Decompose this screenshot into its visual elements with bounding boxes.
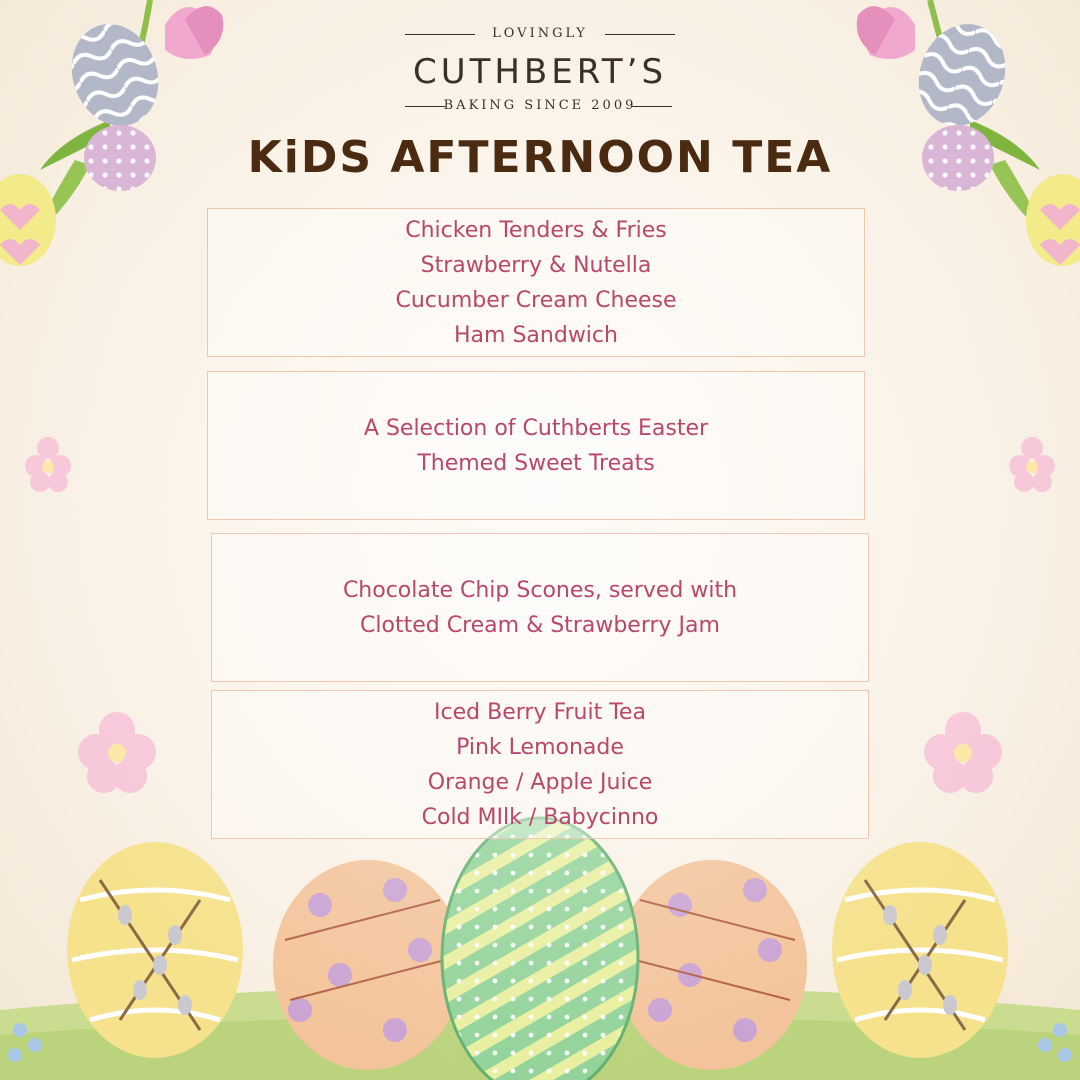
menu-item: Orange / Apple Juice — [427, 769, 653, 795]
brand-since: BAKING SINCE 2009 — [443, 98, 637, 113]
menu-item: Strawberry & Nutella — [420, 252, 652, 278]
menu-item: Chocolate Chip Scones, served with — [342, 577, 738, 603]
menu-item: Cucumber Cream Cheese — [395, 287, 677, 313]
sweets-section — [207, 371, 865, 520]
brand-tagline: LOVINGLY — [492, 26, 588, 41]
menu-item: Themed Sweet Treats — [417, 450, 655, 476]
menu-item: Cold MIlk / Babycinno — [421, 804, 659, 830]
menu-item: Iced Berry Fruit Tea — [434, 699, 646, 725]
scones-section — [211, 533, 869, 682]
menu-item: A Selection of Cuthberts Easter — [363, 415, 709, 441]
drinks-section — [211, 690, 869, 839]
menu-item: Ham Sandwich — [454, 322, 618, 348]
menu-item: Pink Lemonade — [456, 734, 624, 760]
brand-logo: CUTHBERT’S — [412, 52, 668, 92]
menu-title: KiDS AFTERNOON TEA — [247, 132, 833, 183]
menu-item: Chicken Tenders & Fries — [405, 217, 667, 243]
savoury-section — [207, 208, 865, 357]
menu-item: Clotted Cream & Strawberry Jam — [360, 612, 720, 638]
